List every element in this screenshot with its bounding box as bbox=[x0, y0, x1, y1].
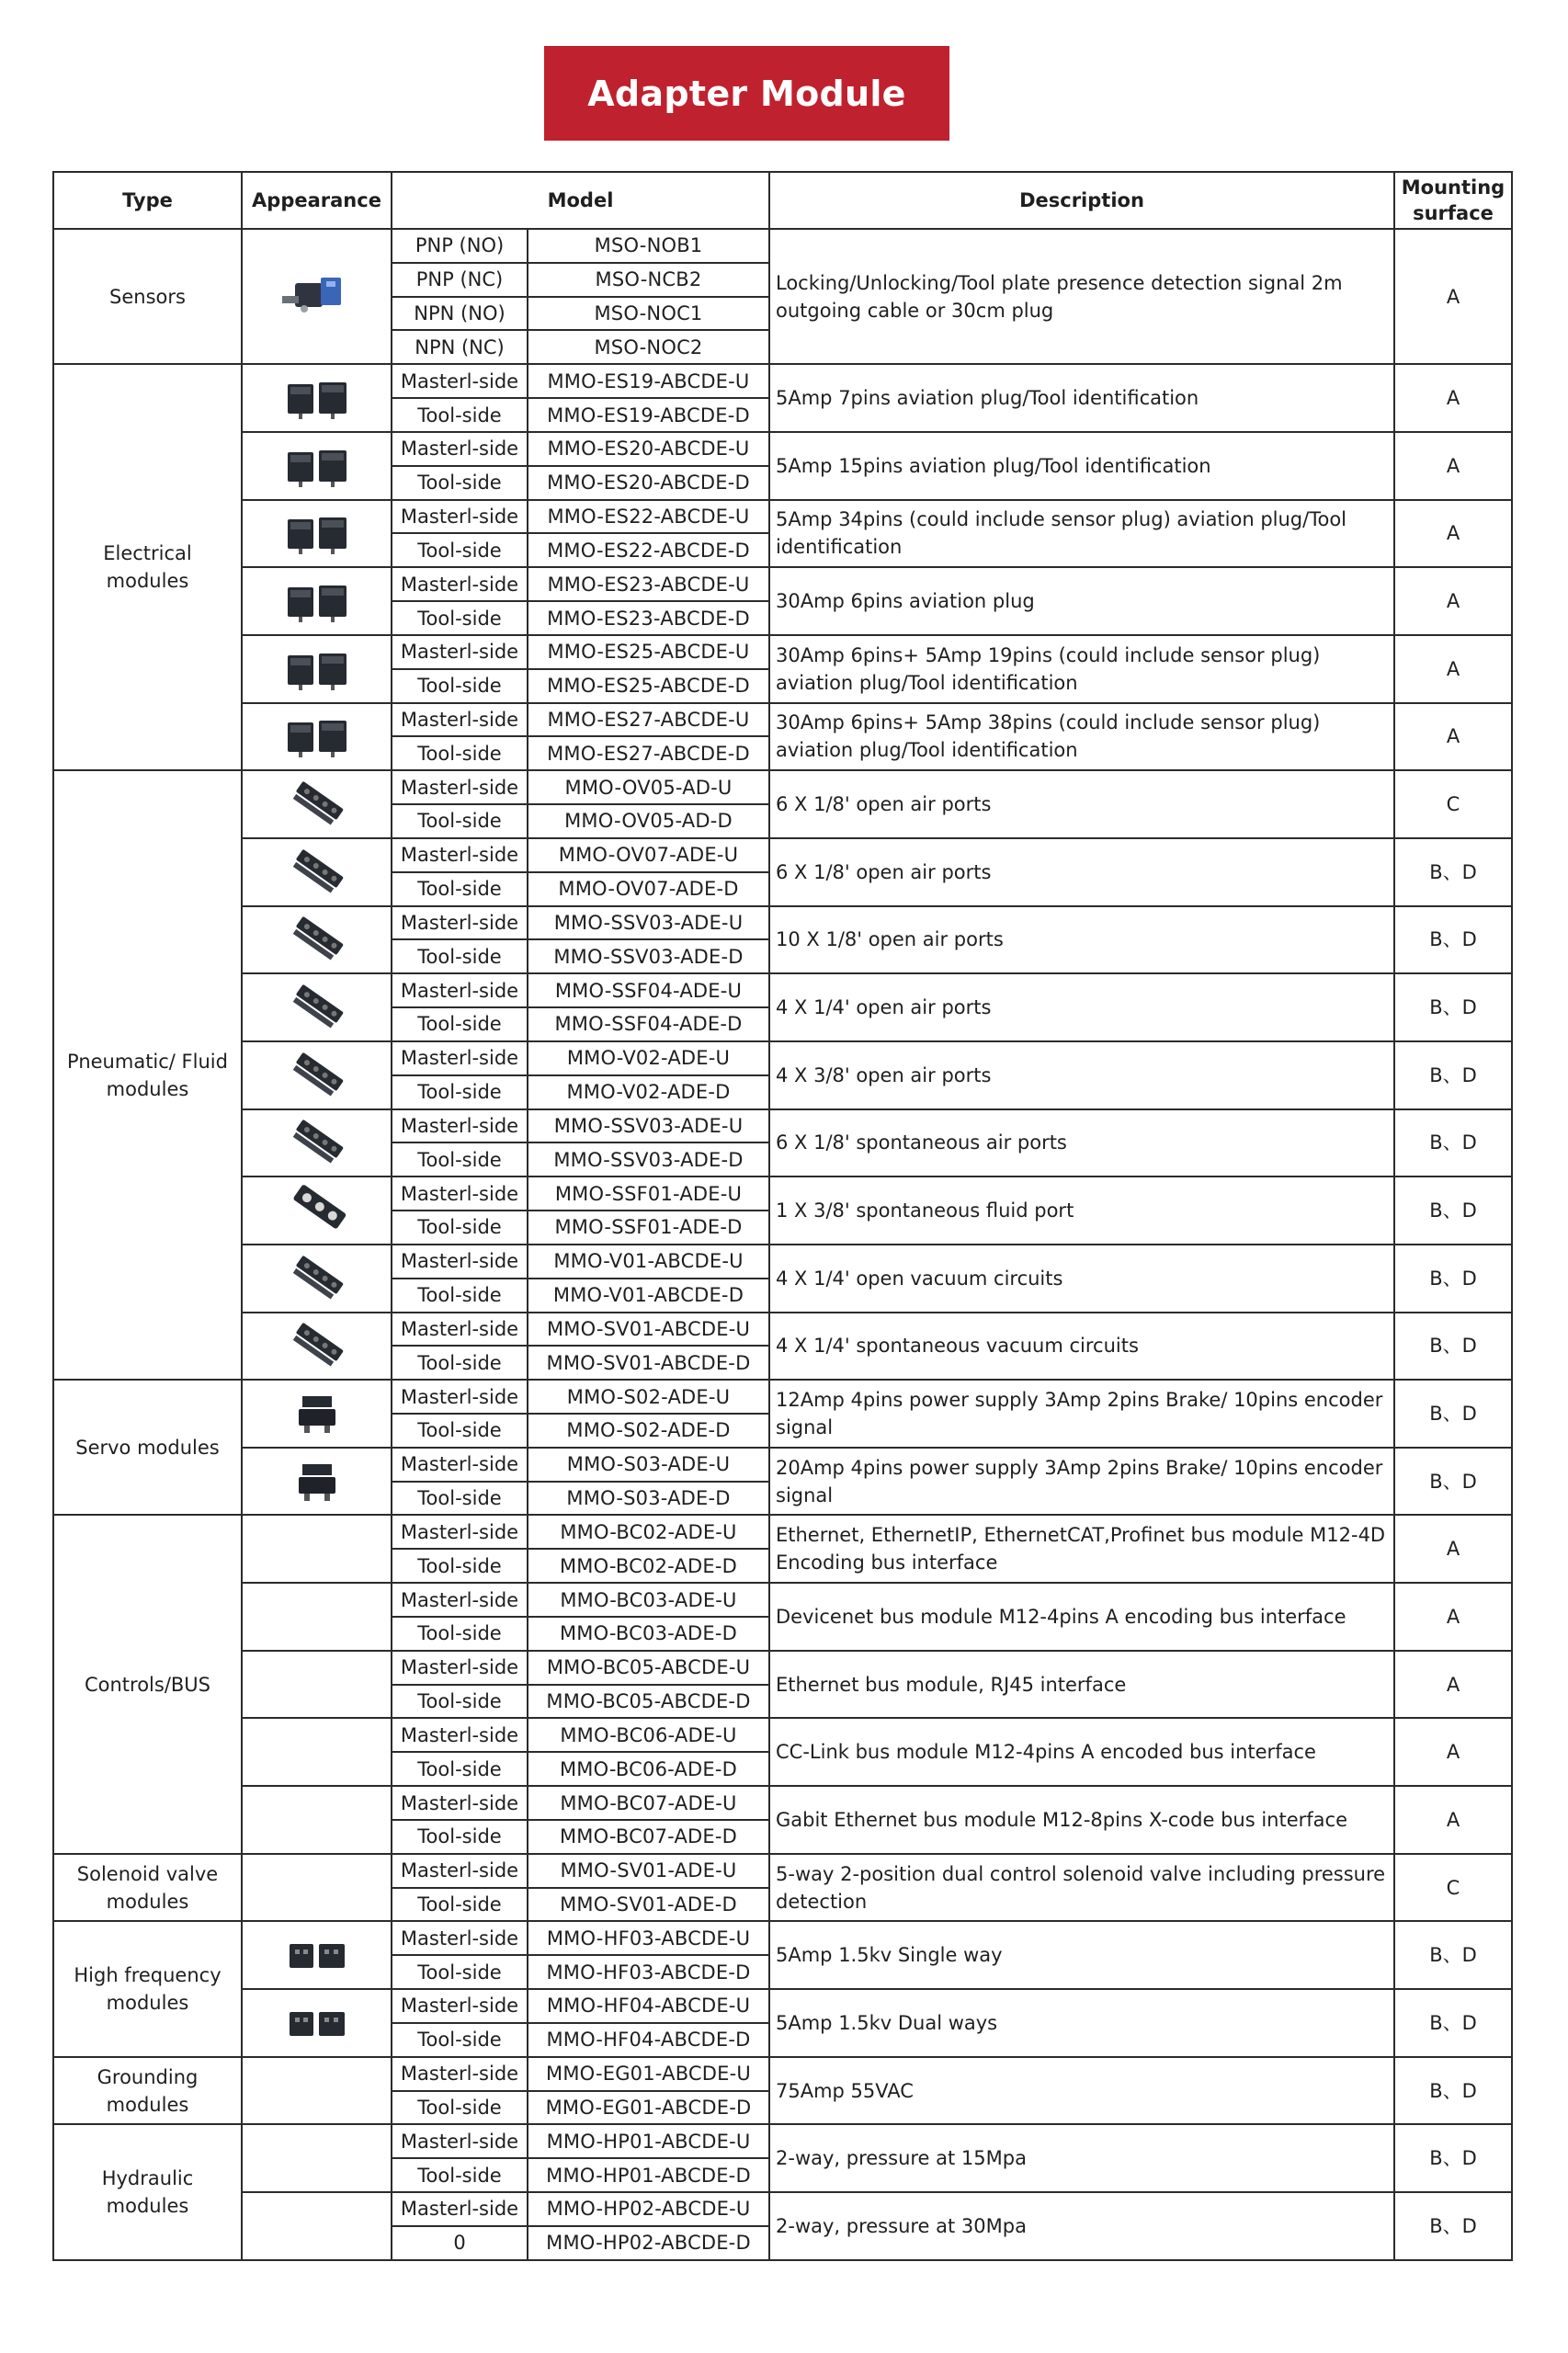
side-cell: PNP (NC) bbox=[392, 263, 528, 297]
model-number-cell: MMO-V01-ABCDE-D bbox=[528, 1279, 769, 1313]
mounting-surface-cell: A bbox=[1394, 567, 1512, 635]
model-number-cell: MMO-SSF04-ADE-D bbox=[528, 1007, 769, 1041]
appearance-cell bbox=[242, 1448, 392, 1516]
model-number-cell: MMO-ES22-ABCDE-D bbox=[528, 533, 769, 567]
appearance-cell bbox=[242, 2057, 392, 2125]
mounting-surface-cell: A bbox=[1394, 703, 1512, 771]
servo-module-icon bbox=[248, 1389, 385, 1438]
table-row bbox=[53, 1515, 1512, 1549]
model-number-cell: MMO-BC02-ADE-D bbox=[528, 1549, 769, 1583]
model-number-cell: MMO-ES25-ABCDE-D bbox=[528, 669, 769, 703]
model-number-cell: MMO-BC06-ADE-U bbox=[528, 1718, 769, 1752]
side-cell: Tool-side bbox=[392, 2023, 528, 2057]
mounting-surface-cell: B、D bbox=[1394, 1176, 1512, 1245]
model-number-cell: MMO-SV01-ADE-U bbox=[528, 1854, 769, 1888]
description-cell: Locking/Unlocking/Tool plate presence detection signal 2m outgoing cable or 30cm plug bbox=[769, 229, 1394, 364]
appearance-cell bbox=[242, 1921, 392, 1989]
side-cell: Masterl-side bbox=[392, 906, 528, 940]
description-cell: 1 X 3/8' spontaneous fluid port bbox=[769, 1176, 1394, 1245]
model-number-cell: MMO-ES27-ABCDE-D bbox=[528, 736, 769, 770]
model-number-cell: MMO-ES19-ABCDE-D bbox=[528, 398, 769, 432]
pneumatic-module-icon bbox=[248, 1116, 385, 1169]
side-cell: Tool-side bbox=[392, 1142, 528, 1176]
mounting-surface-cell: A bbox=[1394, 1651, 1512, 1719]
model-number-cell: MMO-OV07-ADE-D bbox=[528, 872, 769, 906]
table-body bbox=[53, 229, 1512, 2260]
description-cell: 4 X 1/4' spontaneous vacuum circuits bbox=[769, 1313, 1394, 1381]
model-number-cell: MMO-BC03-ADE-U bbox=[528, 1583, 769, 1617]
model-number-cell: MMO-HP02-ABCDE-U bbox=[528, 2192, 769, 2226]
table-row bbox=[53, 1989, 1512, 2023]
table-row bbox=[53, 770, 1512, 804]
description-cell: 20Amp 4pins power supply 3Amp 2pins Brake/ 10pins encoder signal bbox=[769, 1448, 1394, 1516]
model-number-cell: MMO-S02-ADE-U bbox=[528, 1380, 769, 1414]
description-cell: 5Amp 15pins aviation plug/Tool identification bbox=[769, 432, 1394, 500]
mounting-surface-cell: A bbox=[1394, 432, 1512, 500]
side-cell: Tool-side bbox=[392, 1279, 528, 1313]
side-cell: Tool-side bbox=[392, 1752, 528, 1786]
side-cell: Masterl-side bbox=[392, 1448, 528, 1482]
mounting-surface-cell: B、D bbox=[1394, 2057, 1512, 2125]
model-number-cell: MMO-ES27-ABCDE-U bbox=[528, 703, 769, 737]
model-number-cell: MMO-ES19-ABCDE-U bbox=[528, 364, 769, 398]
model-number-cell: MMO-HF03-ABCDE-D bbox=[528, 1955, 769, 1989]
side-cell: Tool-side bbox=[392, 804, 528, 838]
mounting-surface-cell: A bbox=[1394, 364, 1512, 432]
side-cell: PNP (NO) bbox=[392, 229, 528, 263]
high-frequency-module-icon bbox=[248, 2005, 385, 2041]
electrical-connector-icon bbox=[248, 375, 385, 421]
side-cell: Masterl-side bbox=[392, 1854, 528, 1888]
description-cell: 30Amp 6pins aviation plug bbox=[769, 567, 1394, 635]
side-cell: Masterl-side bbox=[392, 973, 528, 1007]
model-number-cell: MMO-HP02-ABCDE-D bbox=[528, 2226, 769, 2260]
module-type-cell: Controls/BUS bbox=[53, 1515, 242, 1853]
model-number-cell: MMO-SV01-ADE-D bbox=[528, 1888, 769, 1922]
model-number-cell: MMO-SSV03-ADE-D bbox=[528, 939, 769, 973]
appearance-cell bbox=[242, 1515, 392, 1583]
appearance-cell bbox=[242, 770, 392, 838]
mounting-surface-cell: A bbox=[1394, 1515, 1512, 1583]
mounting-surface-cell: A bbox=[1394, 1786, 1512, 1854]
high-frequency-module-icon bbox=[248, 1937, 385, 1973]
description-cell: 5Amp 7pins aviation plug/Tool identification bbox=[769, 364, 1394, 432]
side-cell: Masterl-side bbox=[392, 2192, 528, 2226]
appearance-cell bbox=[242, 1245, 392, 1313]
mounting-surface-cell: B、D bbox=[1394, 1245, 1512, 1313]
side-cell: Tool-side bbox=[392, 669, 528, 703]
model-number-cell: MMO-S02-ADE-D bbox=[528, 1414, 769, 1448]
description-cell: Ethernet, EthernetIP, EthernetCAT,Profinet bus module M12-4D Encoding bus interface bbox=[769, 1515, 1394, 1583]
appearance-cell bbox=[242, 1718, 392, 1786]
description-cell: Devicenet bus module M12-4pins A encoding bus interface bbox=[769, 1583, 1394, 1651]
side-cell: Tool-side bbox=[392, 1685, 528, 1719]
table-row bbox=[53, 432, 1512, 466]
table-row bbox=[53, 1109, 1512, 1143]
model-number-cell: MMO-HF04-ABCDE-U bbox=[528, 1989, 769, 2023]
fluid-module-icon bbox=[248, 1184, 385, 1237]
pneumatic-module-icon bbox=[248, 981, 385, 1034]
description-cell: Ethernet bus module, RJ45 interface bbox=[769, 1651, 1394, 1719]
model-number-cell: MMO-OV07-ADE-U bbox=[528, 838, 769, 872]
side-cell: Masterl-side bbox=[392, 1583, 528, 1617]
table-row bbox=[53, 1921, 1512, 1955]
module-type-cell: Servo modules bbox=[53, 1380, 242, 1515]
header-model: Model bbox=[392, 172, 769, 229]
model-number-cell: MSO-NOB1 bbox=[528, 229, 769, 263]
side-cell: Masterl-side bbox=[392, 1176, 528, 1211]
appearance-cell bbox=[242, 1380, 392, 1448]
mounting-surface-cell: B、D bbox=[1394, 906, 1512, 974]
sensor-icon bbox=[248, 268, 385, 325]
side-cell: Tool-side bbox=[392, 1820, 528, 1854]
table-row bbox=[53, 1380, 1512, 1414]
side-cell: Tool-side bbox=[392, 1007, 528, 1041]
side-cell: Masterl-side bbox=[392, 770, 528, 804]
appearance-cell bbox=[242, 1651, 392, 1719]
description-cell: 4 X 1/4' open air ports bbox=[769, 973, 1394, 1041]
side-cell: Masterl-side bbox=[392, 567, 528, 601]
table-row bbox=[53, 1176, 1512, 1211]
appearance-cell bbox=[242, 500, 392, 568]
mounting-surface-cell: B、D bbox=[1394, 838, 1512, 906]
mounting-surface-cell: B、D bbox=[1394, 1109, 1512, 1177]
model-number-cell: MMO-V01-ABCDE-U bbox=[528, 1245, 769, 1279]
model-number-cell: MMO-SV01-ABCDE-D bbox=[528, 1346, 769, 1380]
appearance-cell bbox=[242, 1854, 392, 1922]
table-row bbox=[53, 2124, 1512, 2158]
mounting-surface-cell: C bbox=[1394, 1854, 1512, 1922]
adapter-module-table bbox=[52, 171, 1513, 2261]
description-cell: 5Amp 1.5kv Dual ways bbox=[769, 1989, 1394, 2057]
model-number-cell: MMO-V02-ADE-U bbox=[528, 1041, 769, 1075]
description-cell: 12Amp 4pins power supply 3Amp 2pins Brake/ 10pins encoder signal bbox=[769, 1380, 1394, 1448]
mounting-surface-cell: B、D bbox=[1394, 1313, 1512, 1381]
side-cell: Tool-side bbox=[392, 872, 528, 906]
appearance-cell bbox=[242, 1109, 392, 1177]
side-cell: Tool-side bbox=[392, 2158, 528, 2192]
pneumatic-module-icon bbox=[248, 1252, 385, 1305]
description-cell: 5Amp 1.5kv Single way bbox=[769, 1921, 1394, 1989]
side-cell: Masterl-side bbox=[392, 1109, 528, 1143]
side-cell: Tool-side bbox=[392, 1955, 528, 1989]
description-cell: 2-way, pressure at 15Mpa bbox=[769, 2124, 1394, 2192]
side-cell: Tool-side bbox=[392, 398, 528, 432]
description-cell: 2-way, pressure at 30Mpa bbox=[769, 2192, 1394, 2260]
side-cell: Tool-side bbox=[392, 1414, 528, 1448]
side-cell: Tool-side bbox=[392, 601, 528, 635]
appearance-cell bbox=[242, 838, 392, 906]
model-number-cell: MMO-BC07-ADE-D bbox=[528, 1820, 769, 1854]
appearance-cell bbox=[242, 1786, 392, 1854]
electrical-connector-icon bbox=[248, 713, 385, 759]
description-cell: Gabit Ethernet bus module M12-8pins X-code bus interface bbox=[769, 1786, 1394, 1854]
table-row bbox=[53, 1718, 1512, 1752]
description-cell: 6 X 1/8' open air ports bbox=[769, 838, 1394, 906]
side-cell: Tool-side bbox=[392, 1211, 528, 1245]
servo-module-icon bbox=[248, 1457, 385, 1506]
model-number-cell: MMO-ES23-ABCDE-D bbox=[528, 601, 769, 635]
side-cell: Masterl-side bbox=[392, 1041, 528, 1075]
side-cell: Tool-side bbox=[392, 2091, 528, 2125]
model-number-cell: MMO-BC02-ADE-U bbox=[528, 1515, 769, 1549]
table-row bbox=[53, 2057, 1512, 2091]
model-number-cell: MMO-BC05-ABCDE-D bbox=[528, 1685, 769, 1719]
table-row bbox=[53, 635, 1512, 669]
side-cell: Masterl-side bbox=[392, 1515, 528, 1549]
appearance-cell bbox=[242, 364, 392, 432]
header-type: Type bbox=[53, 172, 242, 229]
description-cell: 10 X 1/8' open air ports bbox=[769, 906, 1394, 974]
model-number-cell: MMO-BC07-ADE-U bbox=[528, 1786, 769, 1820]
mounting-surface-cell: A bbox=[1394, 500, 1512, 568]
mounting-surface-cell: B、D bbox=[1394, 1921, 1512, 1989]
side-cell: Masterl-side bbox=[392, 500, 528, 534]
model-number-cell: MMO-S03-ADE-D bbox=[528, 1482, 769, 1516]
side-cell: Tool-side bbox=[392, 736, 528, 770]
mounting-surface-cell: A bbox=[1394, 229, 1512, 364]
appearance-cell bbox=[242, 973, 392, 1041]
model-number-cell: MMO-ES22-ABCDE-U bbox=[528, 500, 769, 534]
table-row bbox=[53, 1448, 1512, 1482]
model-number-cell: MMO-HF04-ABCDE-D bbox=[528, 2023, 769, 2057]
header-appearance: Appearance bbox=[242, 172, 392, 229]
side-cell: Masterl-side bbox=[392, 432, 528, 466]
side-cell: Masterl-side bbox=[392, 2124, 528, 2158]
description-cell: 4 X 1/4' open vacuum circuits bbox=[769, 1245, 1394, 1313]
model-number-cell: MMO-BC06-ADE-D bbox=[528, 1752, 769, 1786]
model-number-cell: MSO-NOC2 bbox=[528, 330, 769, 364]
module-type-cell: Hydraulic modules bbox=[53, 2124, 242, 2259]
electrical-connector-icon bbox=[248, 646, 385, 692]
description-cell: 5Amp 34pins (could include sensor plug) aviation plug/Tool identification bbox=[769, 500, 1394, 568]
table-row bbox=[53, 1245, 1512, 1279]
description-cell: CC-Link bus module M12-4pins A encoded bus interface bbox=[769, 1718, 1394, 1786]
table-row bbox=[53, 500, 1512, 534]
side-cell: Masterl-side bbox=[392, 703, 528, 737]
model-number-cell: MMO-OV05-AD-D bbox=[528, 804, 769, 838]
page-title-banner: Adapter Module bbox=[544, 46, 949, 141]
side-cell: Masterl-side bbox=[392, 364, 528, 398]
electrical-connector-icon bbox=[248, 578, 385, 624]
model-number-cell: MMO-SSV03-ADE-D bbox=[528, 1142, 769, 1176]
table-row bbox=[53, 1041, 1512, 1075]
model-number-cell: MMO-ES20-ABCDE-D bbox=[528, 466, 769, 500]
side-cell: Tool-side bbox=[392, 939, 528, 973]
table-row bbox=[53, 567, 1512, 601]
appearance-cell bbox=[242, 1583, 392, 1651]
mounting-surface-cell: B、D bbox=[1394, 973, 1512, 1041]
appearance-cell bbox=[242, 567, 392, 635]
model-number-cell: MMO-HP01-ABCDE-D bbox=[528, 2158, 769, 2192]
model-number-cell: MMO-EG01-ABCDE-D bbox=[528, 2091, 769, 2125]
appearance-cell bbox=[242, 229, 392, 364]
header-mounting-surface: Mounting surface bbox=[1394, 172, 1512, 229]
table-row bbox=[53, 364, 1512, 398]
electrical-connector-icon bbox=[248, 443, 385, 489]
table-row bbox=[53, 1583, 1512, 1617]
side-cell: Masterl-side bbox=[392, 1786, 528, 1820]
appearance-cell bbox=[242, 2192, 392, 2260]
mounting-surface-cell: B、D bbox=[1394, 1380, 1512, 1448]
description-cell: 4 X 3/8' open air ports bbox=[769, 1041, 1394, 1109]
table-row bbox=[53, 906, 1512, 940]
model-number-cell: MMO-BC03-ADE-D bbox=[528, 1617, 769, 1651]
module-type-cell: Pneumatic/ Fluid modules bbox=[53, 770, 242, 1380]
table-row bbox=[53, 838, 1512, 872]
model-number-cell: MSO-NCB2 bbox=[528, 263, 769, 297]
model-number-cell: MMO-SSV03-ADE-U bbox=[528, 906, 769, 940]
mounting-surface-cell: C bbox=[1394, 770, 1512, 838]
model-number-cell: MMO-SSV03-ADE-U bbox=[528, 1109, 769, 1143]
table-row bbox=[53, 229, 1512, 263]
appearance-cell bbox=[242, 1176, 392, 1245]
appearance-cell bbox=[242, 2124, 392, 2192]
side-cell: Tool-side bbox=[392, 1549, 528, 1583]
appearance-cell bbox=[242, 432, 392, 500]
table-row bbox=[53, 973, 1512, 1007]
description-cell: 5-way 2-position dual control solenoid valve including pressure detection bbox=[769, 1854, 1394, 1922]
model-number-cell: MMO-S03-ADE-U bbox=[528, 1448, 769, 1482]
side-cell: Masterl-side bbox=[392, 1313, 528, 1347]
appearance-cell bbox=[242, 703, 392, 771]
mounting-surface-cell: B、D bbox=[1394, 2192, 1512, 2260]
electrical-connector-icon bbox=[248, 510, 385, 556]
model-number-cell: MMO-HP01-ABCDE-U bbox=[528, 2124, 769, 2158]
module-type-cell: Sensors bbox=[53, 229, 242, 364]
side-cell: Masterl-side bbox=[392, 1651, 528, 1685]
appearance-cell bbox=[242, 1041, 392, 1109]
mounting-surface-cell: A bbox=[1394, 635, 1512, 703]
model-number-cell: MMO-OV05-AD-U bbox=[528, 770, 769, 804]
mounting-surface-cell: A bbox=[1394, 1718, 1512, 1786]
module-type-cell: High frequency modules bbox=[53, 1921, 242, 2056]
side-cell: Tool-side bbox=[392, 1617, 528, 1651]
header-description: Description bbox=[769, 172, 1394, 229]
model-number-cell: MSO-NOC1 bbox=[528, 297, 769, 331]
model-number-cell: MMO-SSF01-ADE-U bbox=[528, 1176, 769, 1211]
table-header-row bbox=[53, 172, 1512, 229]
model-number-cell: MMO-SSF04-ADE-U bbox=[528, 973, 769, 1007]
side-cell: Tool-side bbox=[392, 1075, 528, 1109]
mounting-surface-cell: B、D bbox=[1394, 1448, 1512, 1516]
model-number-cell: MMO-EG01-ABCDE-U bbox=[528, 2057, 769, 2091]
description-cell: 30Amp 6pins+ 5Amp 38pins (could include sensor plug) aviation plug/Tool identification bbox=[769, 703, 1394, 771]
side-cell: Masterl-side bbox=[392, 838, 528, 872]
table-row bbox=[53, 2192, 1512, 2226]
side-cell: Masterl-side bbox=[392, 635, 528, 669]
pneumatic-module-icon bbox=[248, 1049, 385, 1102]
side-cell: Masterl-side bbox=[392, 1989, 528, 2023]
model-number-cell: MMO-ES25-ABCDE-U bbox=[528, 635, 769, 669]
table-row bbox=[53, 703, 1512, 737]
side-cell: Masterl-side bbox=[392, 1380, 528, 1414]
appearance-cell bbox=[242, 906, 392, 974]
side-cell: Tool-side bbox=[392, 1482, 528, 1516]
side-cell: Tool-side bbox=[392, 466, 528, 500]
side-cell: Masterl-side bbox=[392, 2057, 528, 2091]
table-row bbox=[53, 1854, 1512, 1888]
module-type-cell: Grounding modules bbox=[53, 2057, 242, 2125]
model-number-cell: MMO-ES23-ABCDE-U bbox=[528, 567, 769, 601]
table-row bbox=[53, 1786, 1512, 1820]
side-cell: 0 bbox=[392, 2226, 528, 2260]
pneumatic-module-icon bbox=[248, 778, 385, 831]
mounting-surface-cell: B、D bbox=[1394, 1041, 1512, 1109]
module-type-cell: Solenoid valve modules bbox=[53, 1854, 242, 1922]
side-cell: NPN (NO) bbox=[392, 297, 528, 331]
appearance-cell bbox=[242, 1313, 392, 1381]
mounting-surface-cell: B、D bbox=[1394, 1989, 1512, 2057]
side-cell: Masterl-side bbox=[392, 1921, 528, 1955]
table-row bbox=[53, 1651, 1512, 1685]
table-row bbox=[53, 1313, 1512, 1347]
appearance-cell bbox=[242, 1989, 392, 2057]
side-cell: Tool-side bbox=[392, 1346, 528, 1380]
model-number-cell: MMO-SV01-ABCDE-U bbox=[528, 1313, 769, 1347]
side-cell: Masterl-side bbox=[392, 1718, 528, 1752]
mounting-surface-cell: A bbox=[1394, 1583, 1512, 1651]
model-number-cell: MMO-V02-ADE-D bbox=[528, 1075, 769, 1109]
description-cell: 75Amp 55VAC bbox=[769, 2057, 1394, 2125]
description-cell: 6 X 1/8' open air ports bbox=[769, 770, 1394, 838]
pneumatic-module-icon bbox=[248, 1319, 385, 1372]
model-number-cell: MMO-ES20-ABCDE-U bbox=[528, 432, 769, 466]
mounting-surface-cell: B、D bbox=[1394, 2124, 1512, 2192]
side-cell: Masterl-side bbox=[392, 1245, 528, 1279]
appearance-cell bbox=[242, 635, 392, 703]
pneumatic-module-icon bbox=[248, 913, 385, 966]
model-number-cell: MMO-BC05-ABCDE-U bbox=[528, 1651, 769, 1685]
model-number-cell: MMO-HF03-ABCDE-U bbox=[528, 1921, 769, 1955]
description-cell: 30Amp 6pins+ 5Amp 19pins (could include sensor plug) aviation plug/Tool identification bbox=[769, 635, 1394, 703]
pneumatic-module-icon bbox=[248, 846, 385, 899]
model-number-cell: MMO-SSF01-ADE-D bbox=[528, 1211, 769, 1245]
side-cell: NPN (NC) bbox=[392, 330, 528, 364]
description-cell: 6 X 1/8' spontaneous air ports bbox=[769, 1109, 1394, 1177]
side-cell: Tool-side bbox=[392, 533, 528, 567]
module-type-cell: Electrical modules bbox=[53, 364, 242, 770]
side-cell: Tool-side bbox=[392, 1888, 528, 1922]
